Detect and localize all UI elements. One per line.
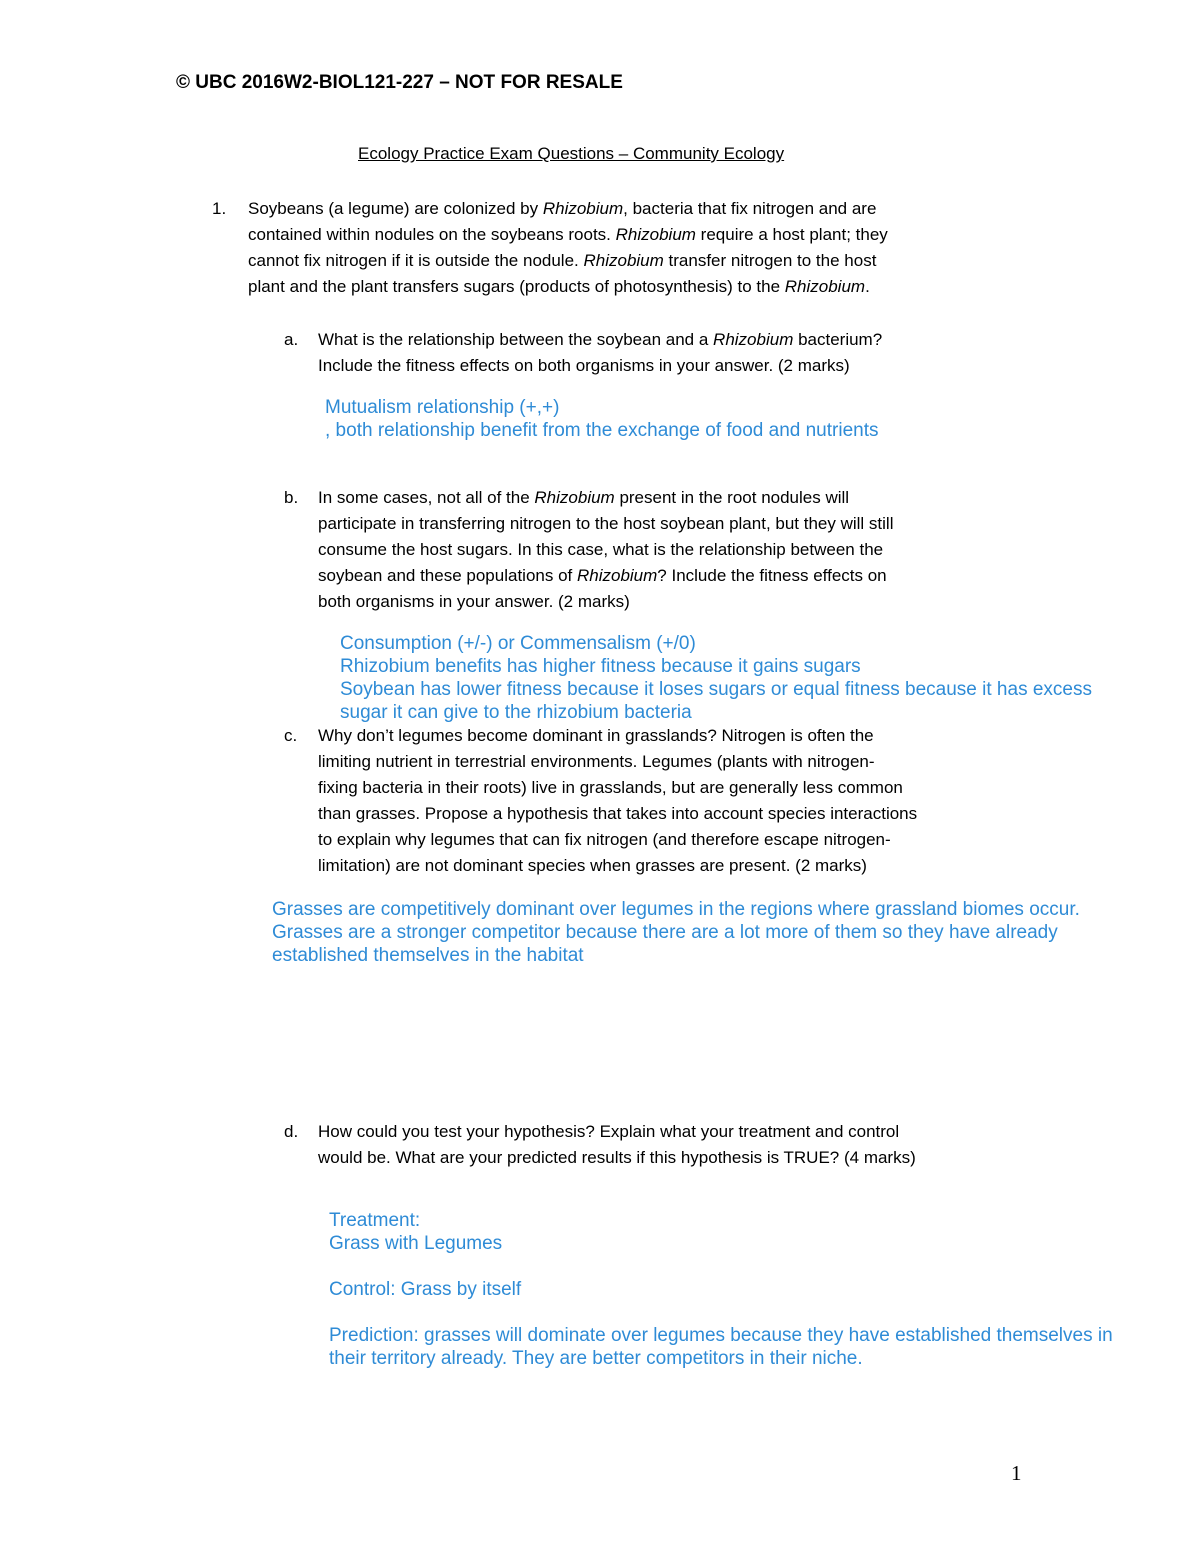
part-c-line: than grasses. Propose a hypothesis that takes into account species interactions (318, 804, 918, 823)
answer-line: their territory already. They are better competitors in their niche. (329, 1348, 863, 1369)
part-a-line: Include the fitness effects on both organisms in your answer. (2 marks) (318, 356, 850, 375)
answer-line: Grasses are a stronger competitor because there are a lot more of them so they have already (272, 922, 1058, 943)
q1-line: cannot fix nitrogen if it is outside the nodule. Rhizobium transfer nitrogen to the host (248, 251, 877, 270)
part-c-line: Why don’t legumes become dominant in grasslands? Nitrogen is often the (318, 726, 874, 745)
part-b-line: In some cases, not all of the Rhizobium present in the root nodules will (318, 488, 850, 507)
answer-line: Grasses are competitively dominant over legumes in the regions where grassland biomes occur. (272, 899, 1080, 920)
part-d-question (318, 1119, 916, 1171)
answer-line: Mutualism relationship (+,+) (325, 397, 560, 418)
part-d-answer-treatment (329, 1209, 502, 1255)
q1-line: Soybeans (a legume) are colonized by Rhizobium, bacteria that fix nitrogen and are (248, 199, 877, 218)
part-d-answer-prediction (329, 1324, 1113, 1370)
copyright-header: © UBC 2016W2-BIOL121-227 – NOT FOR RESALE (176, 72, 623, 93)
part-a-question (318, 327, 882, 379)
part-a-line: What is the relationship between the soybean and a Rhizobium bacterium? (318, 330, 883, 349)
part-b-line: consume the host sugars. In this case, what is the relationship between the (318, 540, 884, 559)
part-b-line: participate in transferring nitrogen to the host soybean plant, but they will still (318, 514, 894, 533)
part-a-label: a. (284, 330, 299, 349)
part-c-line: fixing bacteria in their roots) live in grasslands, but are generally less common (318, 778, 903, 797)
part-d-label: d. (284, 1122, 299, 1141)
question-1-text (248, 196, 888, 300)
page-number: 1 (1011, 1461, 1022, 1485)
answer-line: Consumption (+/-) or Commensalism (+/0) (340, 633, 696, 654)
part-c-label: c. (284, 726, 298, 745)
answer-line: Grass with Legumes (329, 1233, 503, 1254)
part-b-label: b. (284, 488, 299, 507)
part-c-line: limitation) are not dominant species when grasses are present. (2 marks) (318, 856, 867, 875)
part-d-line: How could you test your hypothesis? Explain what your treatment and control (318, 1122, 900, 1141)
part-c-answer (272, 898, 1080, 967)
part-b-answer (340, 632, 1092, 724)
part-c-line: limiting nutrient in terrestrial environments. Legumes (plants with nitrogen- (318, 752, 875, 771)
answer-line: Soybean has lower fitness because it loses sugars or equal fitness because it has excess (340, 679, 1092, 700)
part-b-line: soybean and these populations of Rhizobium? Include the fitness effects on (318, 566, 887, 585)
part-b-line: both organisms in your answer. (2 marks) (318, 592, 630, 611)
answer-line: Prediction: grasses will dominate over legumes because they have established themselves in (329, 1325, 1113, 1346)
part-d-answer-control: Control: Grass by itself (329, 1279, 522, 1300)
part-c-line: to explain why legumes that can fix nitrogen (and therefore escape nitrogen- (318, 830, 891, 849)
answer-line: Treatment: (329, 1210, 421, 1231)
answer-line: , both relationship benefit from the exchange of food and nutrients (325, 420, 879, 441)
answer-line: sugar it can give to the rhizobium bacteria (340, 702, 692, 723)
part-c-question (318, 723, 917, 879)
question-1-number: 1. (212, 199, 227, 218)
part-d-line: would be. What are your predicted results if this hypothesis is TRUE? (4 marks) (318, 1148, 916, 1167)
answer-line: established themselves in the habitat (272, 945, 584, 966)
q1-line: plant and the plant transfers sugars (products of photosynthesis) to the Rhizobium. (248, 277, 870, 296)
document-title: Ecology Practice Exam Questions – Community Ecology (358, 144, 785, 163)
answer-line: Rhizobium benefits has higher fitness because it gains sugars (340, 656, 861, 677)
part-b-question (318, 485, 894, 615)
q1-line: contained within nodules on the soybeans roots. Rhizobium require a host plant; they (248, 225, 888, 244)
part-a-answer (325, 396, 878, 442)
